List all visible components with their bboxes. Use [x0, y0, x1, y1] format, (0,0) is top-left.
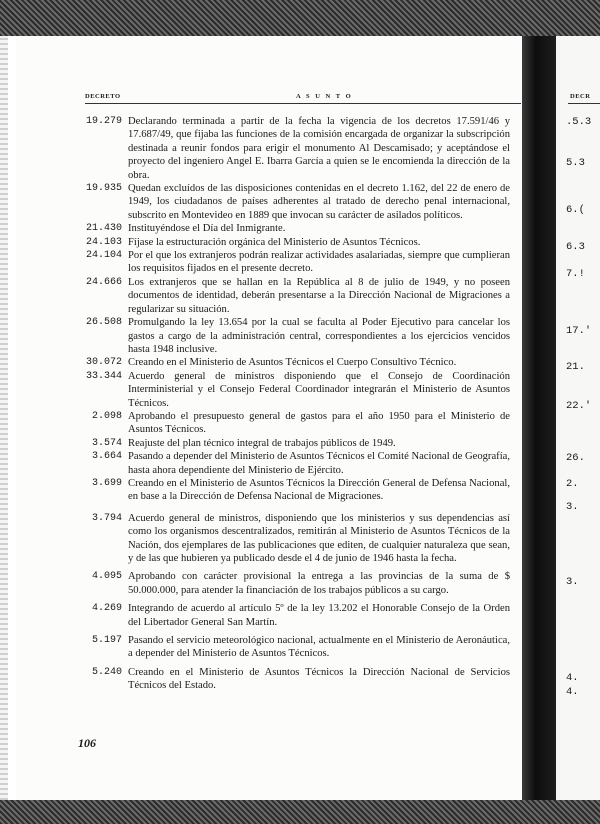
right-page-fragment: 4. [566, 686, 579, 698]
decree-number: 26.508 [85, 317, 122, 329]
header-rule-right [568, 103, 600, 104]
column-header-right-fragment: DECR [570, 93, 591, 100]
decree-number: 3.664 [91, 451, 122, 463]
decree-entry [78, 316, 510, 356]
decree-entry [78, 634, 510, 661]
right-page-fragment: 5.3 [566, 157, 585, 169]
right-page-fragment: 6.( [566, 204, 585, 216]
decree-entry [78, 437, 510, 450]
decree-number: 4.095 [91, 571, 122, 583]
decree-number: 5.197 [91, 635, 122, 647]
decree-number: 24.666 [85, 276, 122, 288]
decree-entry [78, 236, 510, 249]
decree-entry [78, 222, 510, 235]
decree-subject: Creando en el Ministerio de Asuntos Técnicos el Cuerpo Consultivo Técnico. [128, 357, 457, 369]
decree-entry [78, 666, 510, 693]
decree-subject: Creando en el Ministerio de Asuntos Técnicos la Dirección Nacional de Servicios Técnicos del Estado. [128, 666, 510, 692]
right-page-fragment: 3. [566, 501, 579, 513]
decree-number: 3.699 [91, 477, 122, 489]
right-page-fragment: 7.! [566, 268, 585, 280]
scan-left-edge [0, 36, 8, 800]
right-page-fragment: 4. [566, 672, 579, 684]
decree-subject: Por el que los extranjeros podrán realizar actividades asalariadas, siempre que cumplieran los requisitos fijados en el presente decreto. [128, 250, 510, 275]
scan-border-bottom [0, 800, 600, 824]
decree-entry [78, 410, 510, 437]
decree-subject: Los extranjeros que se hallan en la República al 8 de julio de 1949, y no poseen documentos de identidad, deberán presentarse a la Dirección Nacional de Migraciones a regularizar su situación. [128, 276, 510, 315]
right-page-fragment: 26. [566, 452, 585, 464]
decree-subject: Pasando el servicio meteorológico nacional, actualmente en el Ministerio de Aeronáutica, a depender del Ministerio de Asuntos Técnicos. [128, 635, 510, 660]
decree-subject: Reajuste del plan técnico integral de trabajos públicos de 1949. [128, 437, 396, 449]
right-page-fragment: 22.' [566, 400, 592, 412]
decree-entry [78, 356, 510, 369]
right-page-fragment: 6.3 [566, 241, 585, 253]
decree-number: 21.430 [85, 223, 122, 235]
decree-number: 24.103 [85, 236, 122, 248]
decree-subject: Creando en el Ministerio de Asuntos Técnicos la Dirección General de Defensa Nacional, en base a la Dirección de Defensa Nacional de Migraciones. [128, 477, 510, 503]
decree-number: 19.279 [85, 116, 122, 127]
decree-number: 19.935 [85, 183, 122, 195]
decree-subject: Aprobando el presupuesto general de gastos para el año 1950 para el Ministerio de Asuntos Técnicos. [128, 410, 510, 436]
decree-entry [78, 512, 510, 566]
decree-entry [78, 370, 510, 410]
right-page-fragment: 2. [566, 478, 579, 490]
decree-subject: Quedan excluídos de las disposiciones contenidas en el decreto 1.162, del 22 de enero de 1949, los ciudadanos de países adherentes al tratado de derecho penal internacional, subscrito en Montevideo en 1889 que invocan su carácter de asilados políticos. [128, 183, 510, 221]
decree-number: 3.574 [91, 437, 122, 449]
decree-number: 30.072 [85, 357, 122, 369]
right-page-fragment: .5.3 [566, 116, 592, 128]
decree-number: 4.269 [91, 603, 122, 615]
page-number: 106 [78, 736, 96, 750]
column-header-asunto: A S U N T O [296, 93, 353, 100]
decree-number: 3.794 [91, 512, 122, 524]
decree-list [78, 115, 510, 693]
decree-subject: Instituyéndose el Día del Inmigrante. [128, 223, 286, 235]
decree-subject: Promulgando la ley 13.654 por la cual se faculta al Poder Ejecutivo para cancelar los gastos a cargo de la administración central, correspondientes a los ejercicios vencidos hasta 1948 inclusive. [128, 317, 510, 355]
decree-subject: Declarando terminada a partir de la fecha la vigencia de los decretos 17.591/46 y 17.687/49, que fijaba las funciones de la comisión encargada de organizar la subscripción destinada a reunir fondos para erigir el monumento Al Descamisado; y aceptándose el proyecto del ingeniero Angel E. Ibarra García a quien se le encomienda la dirección de la obra. [128, 116, 510, 181]
right-page-fragment: 17.' [566, 325, 592, 337]
decree-number: 24.104 [85, 250, 122, 262]
decree-entry [78, 602, 510, 629]
right-page-fragment: 3. [566, 576, 579, 588]
decree-number: 2.098 [91, 410, 122, 422]
decree-entry [78, 477, 510, 504]
decree-subject: Fíjase la estructuración orgánica del Ministerio de Asuntos Técnicos. [128, 236, 421, 248]
decree-entry [78, 450, 510, 477]
column-header-decreto: DECRETO [85, 93, 121, 100]
decree-subject: Acuerdo general de ministros, disponiendo que los ministerios y sus dependencias así como los organismos descentralizados, remitirán al Ministerio de Asuntos Técnicos de la Nación, dos ejemplares de las publicaciones que editen, de cualquier naturaleza que sean, y de las que hubieren ya publicado desde el 4 de junio de 1946 hasta la fecha. [128, 512, 510, 564]
decree-number: 33.344 [85, 370, 122, 382]
decree-entry [78, 115, 510, 182]
right-page-fragment: 21. [566, 361, 585, 373]
decree-entry [78, 249, 510, 276]
decree-subject: Pasando a depender del Ministerio de Asuntos Técnicos el Comité Nacional de Geografía, hasta ahora dependiente del Ministerio de Ejército. [128, 451, 510, 476]
decree-entry [78, 570, 510, 597]
scan-border-top [0, 0, 600, 36]
decree-number: 5.240 [91, 666, 122, 678]
decree-entry [78, 182, 510, 222]
decree-subject: Integrando de acuerdo al artículo 5º de la ley 13.202 el Honorable Consejo de la Orden del Libertador General San Martín. [128, 603, 510, 628]
decree-entry [78, 276, 510, 316]
book-gutter [522, 36, 556, 800]
header-rule [85, 103, 521, 104]
decree-subject: Acuerdo general de ministros disponiendo que el Consejo de Coordinación Interministerial y el Consejo Federal Coordinador integrarán el Ministerio de Asuntos Técnicos. [128, 370, 510, 409]
decree-subject: Aprobando con carácter provisional la entrega a las provincias de la suma de $ 50.000.000, para atender la financiación de los trabajos públicos a su cargo. [128, 571, 510, 596]
